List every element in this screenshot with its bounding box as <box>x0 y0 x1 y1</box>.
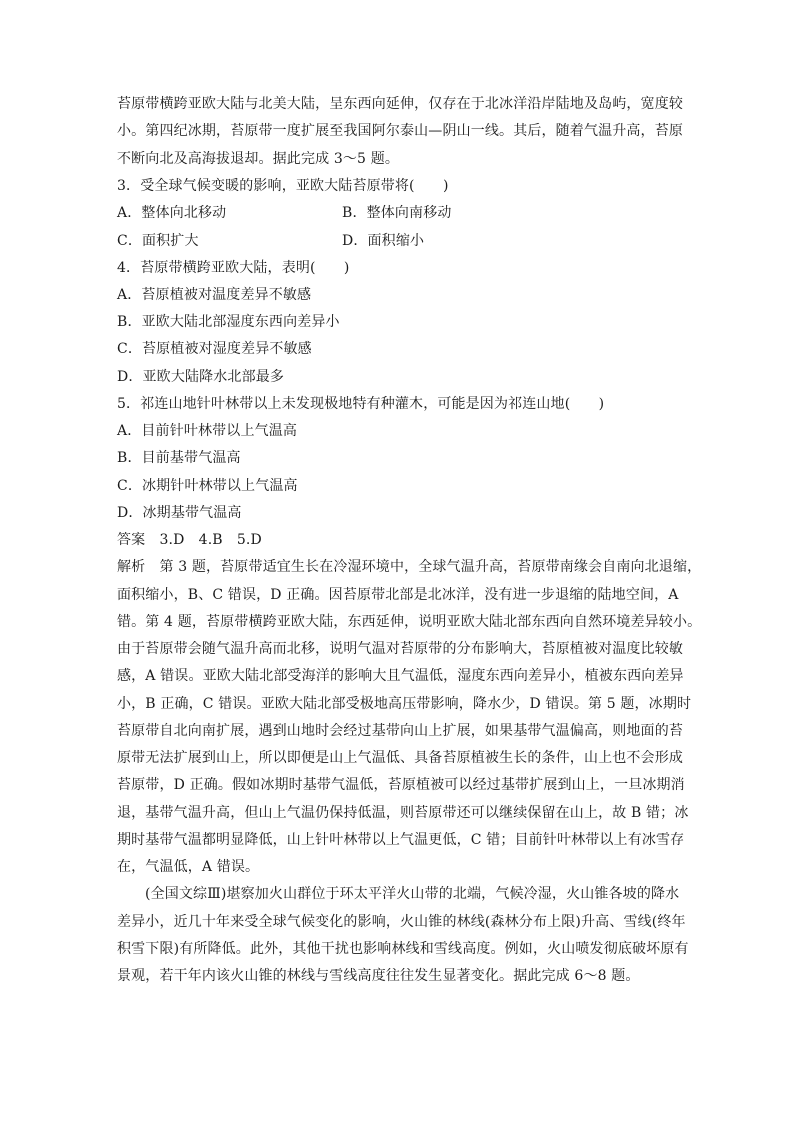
question-4-stem: 4．苔原带横跨亚欧大陆，表明( ) <box>117 260 350 276</box>
analysis-line-10: 退，基带气温升高，但山上气温仍保持低温，则苔原带还可以继续保留在山上，故 B 错；冰 <box>117 805 689 821</box>
question-3-option-c: C．面积扩大 <box>117 233 199 249</box>
question-5-option-c: C．冰期针叶林带以上气温高 <box>117 478 298 494</box>
passage2-line-1: (全国文综Ⅲ)堪察加火山群位于环太平洋火山带的北端，气候冷湿，火山锥各坡的降水 <box>145 886 680 902</box>
analysis-line-6: 小，B 正确，C 错误。亚欧大陆北部受极地高压带影响，降水少，D 错误。第 5 题，冰期时 <box>117 696 692 712</box>
question-5-stem: 5．祁连山地针叶林带以上未发现极地特有种灌木，可能是因为祁连山地( ) <box>117 396 605 412</box>
question-4-option-c: C．苔原植被对湿度差异不敏感 <box>117 341 312 357</box>
analysis-line-4: 由于苔原带会随气温升高而北移，说明气温对苔原带的分布影响大，苔原植被对温度比较敏 <box>117 641 683 657</box>
passage2-line-3: 积雪下限)有所降低。此外，其他干扰也影响林线和雪线高度。例如，火山喷发彻底破坏原有 <box>117 941 689 957</box>
question-3-option-a: A．整体向北移动 <box>117 205 227 221</box>
question-4-option-d: D．亚欧大陆降水北部最多 <box>117 369 285 385</box>
question-4-option-b: B．亚欧大陆北部湿度东西向差异小 <box>117 314 340 330</box>
analysis-line-9: 苔原带，D 正确。假如冰期时基带气温低，苔原植被可以经过基带扩展到山上，一旦冰期消 <box>117 777 685 793</box>
question-5-option-b: B．目前基带气温高 <box>117 450 241 466</box>
analysis-line-7: 苔原带自北向南扩展，遇到山地时会经过基带向山上扩展，如果基带气温偏高，则地面的苔 <box>117 723 683 739</box>
question-3-option-d: D．面积缩小 <box>342 233 425 249</box>
analysis-line-1: 解析 第 3 题，苔原带适宜生长在冷湿环境中，全球气温升高，苔原带南缘会自南向北退缩， <box>117 559 702 575</box>
intro-line-3: 不断向北及高海拔退却。据此完成 3～5 题。 <box>117 151 400 167</box>
question-3-option-b: B．整体向南移动 <box>342 205 452 221</box>
analysis-line-3: 错。第 4 题，苔原带横跨亚欧大陆，东西延伸，说明亚欧大陆北部东西向自然环境差异较小。 <box>117 614 702 630</box>
passage2-line-2: 差异小，近几十年来受全球气候变化的影响，火山锥的林线(森林分布上限)升高、雪线(终年 <box>117 914 686 930</box>
question-5-option-a: A．目前针叶林带以上气温高 <box>117 423 298 439</box>
analysis-line-5: 感，A 错误。亚欧大陆北部受海洋的影响大且气温低，湿度东西向差异小，植被东西向差异 <box>117 668 684 684</box>
question-5-option-d: D．冰期基带气温高 <box>117 505 242 521</box>
intro-line-1: 苔原带横跨亚欧大陆与北美大陆，呈东西向延伸，仅存在于北冰洋沿岸陆地及岛屿，宽度较 <box>117 96 683 112</box>
analysis-line-2: 面积缩小，B、C 错误，D 正确。因苔原带北部是北冰洋，没有进一步退缩的陆地空间，A <box>117 587 679 603</box>
analysis-line-12: 在，气温低，A 错误。 <box>117 859 260 875</box>
analysis-line-11: 期时基带气温都明显降低，山上针叶林带以上气温更低，C 错；目前针叶林带以上有冰雪存 <box>117 832 685 848</box>
intro-line-2: 小。第四纪冰期，苔原带一度扩展至我国阿尔泰山—阴山一线。其后，随着气温升高，苔原 <box>117 123 683 139</box>
question-3-stem: 3．受全球气候变暖的影响，亚欧大陆苔原带将( ) <box>117 178 449 194</box>
question-4-option-a: A．苔原植被对温度差异不敏感 <box>117 287 312 303</box>
analysis-line-8: 原带无法扩展到山上，所以即便是山上气温低、具备苔原植被生长的条件，山上也不会形成 <box>117 750 683 766</box>
passage2-line-4: 景观，若干年内该火山锥的林线与雪线高度往往发生显著变化。据此完成 6～8 题。 <box>117 968 640 984</box>
answer-line: 答案 3.D 4.B 5.D <box>117 532 262 548</box>
